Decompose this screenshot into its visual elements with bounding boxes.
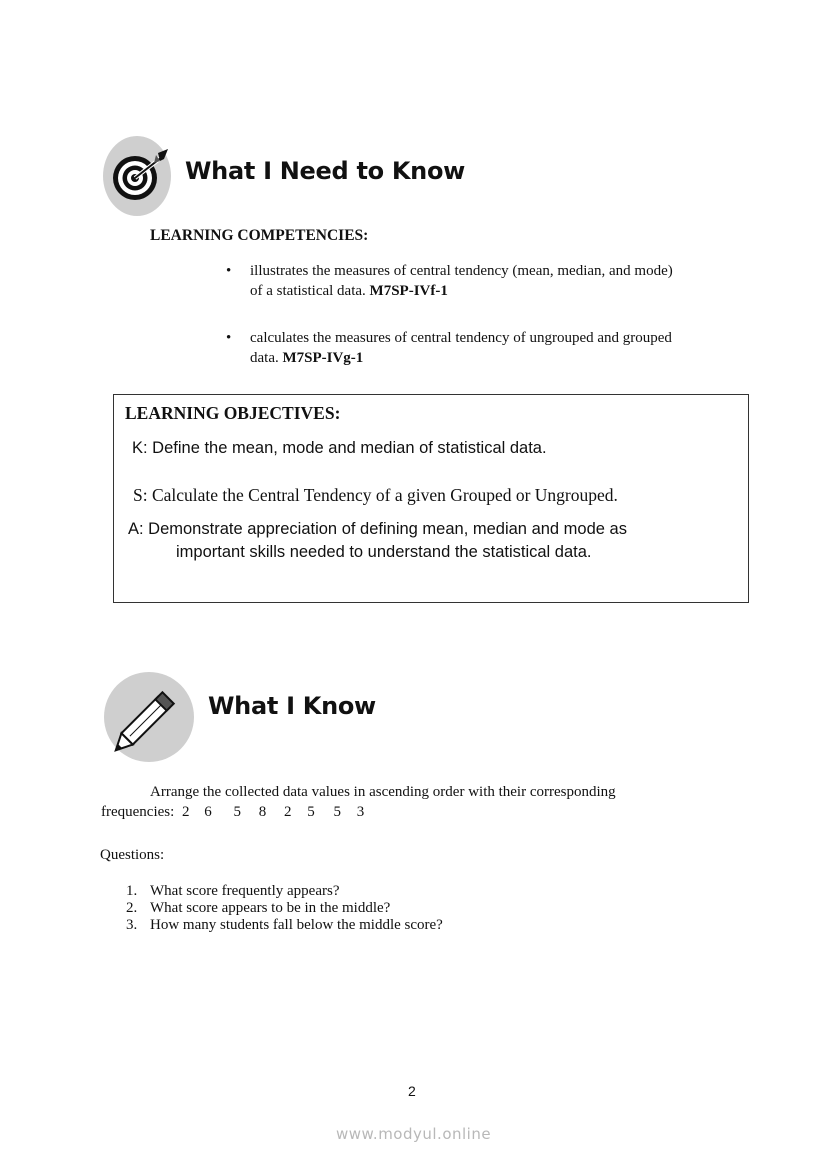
bullet-dot: • — [226, 330, 232, 346]
competency-code: M7SP-IVg-1 — [282, 350, 364, 366]
question-text: What score frequently appears? — [150, 883, 340, 899]
competencies-heading: LEARNING COMPETENCIES: — [150, 227, 369, 244]
question-number: 3. — [126, 917, 138, 933]
frequencies-label: frequencies: — [101, 804, 175, 820]
competency-text-line1: calculates the measures of central tendency of ungrouped and grouped — [250, 330, 672, 346]
learning-objectives-box — [113, 394, 749, 603]
instruction-line2 — [101, 802, 364, 822]
list-item — [126, 915, 626, 932]
question-number: 2. — [126, 900, 138, 916]
competency-code: M7SP-IVf-1 — [369, 283, 448, 299]
question-number: 1. — [126, 883, 138, 899]
instruction-line1: Arrange the collected data values in ascending order with their corresponding — [150, 784, 616, 800]
questions-heading: Questions: — [100, 847, 165, 863]
competency-text-line2: data. — [250, 350, 279, 366]
list-item — [126, 898, 626, 915]
data-value: 6 — [204, 804, 212, 820]
data-value: 5 — [333, 804, 342, 820]
watermark: www.modyul.online — [336, 1125, 492, 1143]
objective-skill: S: Calculate the Central Tendency of a given Grouped or Ungrouped. — [133, 485, 618, 505]
competency-item-1 — [226, 261, 746, 301]
data-value: 5 — [307, 804, 315, 820]
data-value: 2 — [284, 804, 292, 820]
objective-attitude-line1: A: Demonstrate appreciation of defining mean, median and mode as — [128, 520, 627, 538]
questions-list — [126, 881, 626, 932]
pencil-icon — [104, 672, 196, 764]
objective-attitude-line2: important skills needed to understand the statistical data. — [176, 543, 592, 561]
competency-item-2 — [226, 328, 746, 368]
section-title-what-i-need-to-know: What I Need to Know — [185, 157, 466, 185]
data-value: 2 — [182, 804, 190, 820]
question-text: How many students fall below the middle score? — [150, 917, 443, 933]
data-value: 5 — [233, 804, 242, 820]
page-number: 2 — [408, 1083, 416, 1099]
question-text: What score appears to be in the middle? — [150, 900, 391, 916]
data-value: 8 — [258, 804, 267, 820]
bullet-dot: • — [226, 263, 232, 279]
competency-text-line1: illustrates the measures of central tendency (mean, median, and mode) — [250, 263, 673, 279]
objectives-heading: LEARNING OBJECTIVES: — [125, 403, 341, 423]
data-value: 3 — [356, 804, 365, 820]
target-bullseye-icon — [102, 135, 174, 217]
section-title-what-i-know: What I Know — [208, 692, 376, 720]
competency-text-line2: of a statistical data. — [250, 283, 366, 299]
list-item — [126, 881, 626, 898]
objective-knowledge: K: Define the mean, mode and median of statistical data. — [132, 439, 547, 457]
